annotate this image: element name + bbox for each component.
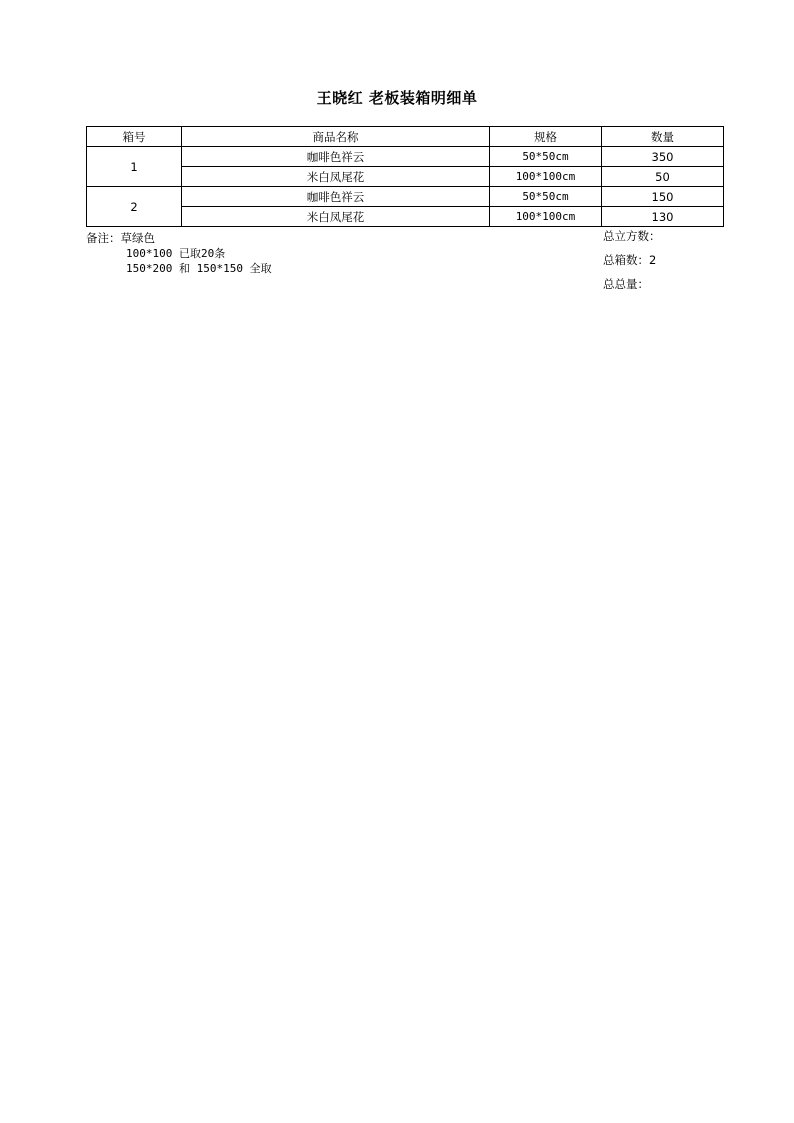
- quantity-cell: 350: [602, 147, 724, 167]
- total-weight: 总总量：: [603, 277, 649, 291]
- table-header-row: [87, 127, 724, 147]
- quantity-cell: 150: [602, 187, 724, 207]
- spec-cell: 100*100cm: [490, 207, 602, 227]
- product-cell: 米白凤尾花: [182, 207, 490, 227]
- total-volume: 总立方数：: [603, 229, 661, 243]
- document-title: 王晓红 老板装箱明细单: [316, 89, 478, 107]
- notes-line-color: 备注：草绿色: [86, 231, 155, 245]
- product-cell: 米白凤尾花: [182, 167, 490, 187]
- header-quantity: 数量: [602, 127, 724, 147]
- product-cell: 咖啡色祥云: [182, 187, 490, 207]
- spec-cell: 50*50cm: [490, 187, 602, 207]
- totals-block: [603, 229, 661, 301]
- quantity-cell: 130: [602, 207, 724, 227]
- spec-cell: 50*50cm: [490, 147, 602, 167]
- box-no-cell: 2: [87, 187, 182, 227]
- notes-line-100: 100*100 已取20条: [126, 247, 226, 260]
- product-cell: 咖啡色祥云: [182, 147, 490, 167]
- header-spec: 规格: [490, 127, 602, 147]
- table-row: [87, 167, 724, 187]
- quantity-cell: 50: [602, 167, 724, 187]
- spec-cell: 100*100cm: [490, 167, 602, 187]
- notes-line-150: 150*200 和 150*150 全取: [126, 262, 272, 275]
- table-row: [87, 187, 724, 207]
- header-product: 商品名称: [182, 127, 490, 147]
- table-row: [87, 147, 724, 167]
- total-boxes: 总箱数：2: [603, 253, 657, 267]
- notes-block: [86, 231, 272, 276]
- table-row: [87, 207, 724, 227]
- packing-list-table: [86, 126, 724, 227]
- box-no-cell: 1: [87, 147, 182, 187]
- header-box-no: 箱号: [87, 127, 182, 147]
